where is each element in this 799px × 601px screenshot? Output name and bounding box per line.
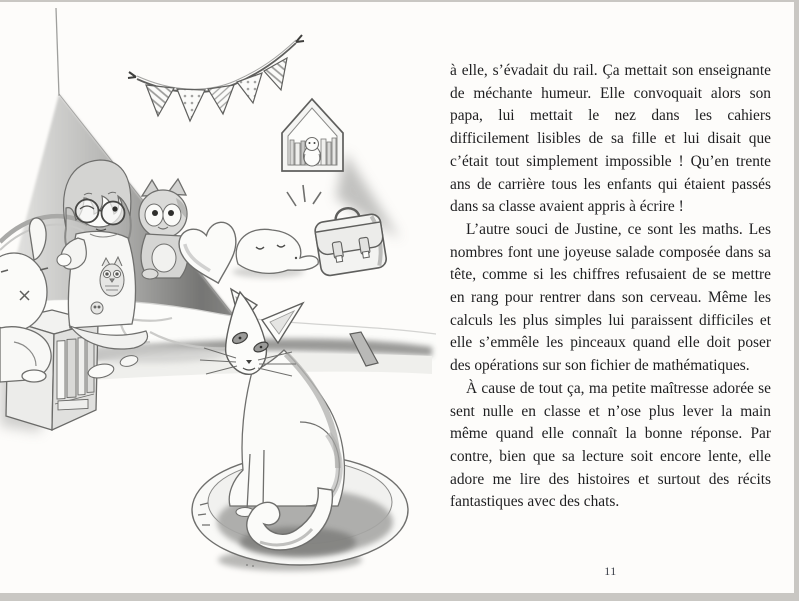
emphasis-rays <box>287 185 321 206</box>
floor-speck <box>246 564 248 566</box>
right-page-text <box>450 60 771 514</box>
page-number: 11 <box>604 564 617 578</box>
plush-cat <box>139 179 188 279</box>
flag-striped <box>146 85 174 116</box>
flag-dotted-small <box>237 73 262 103</box>
house-shelf <box>282 99 343 171</box>
page-paper <box>0 2 794 593</box>
flag-dotted <box>177 89 205 121</box>
bedroom-illustration-image <box>0 2 445 593</box>
flag-striped-fine <box>208 85 234 114</box>
paragraph-2: L’autre souci de Justine, ce sont les maths. Les nombres font une joyeuse salade composée dans sa tête, comme si les chiffres refusaient de se mettre en rang pour rentrer dans son cerveau. Même les calculs les plus simples lui paraissent difficiles et elle s’emmêle les pinceaux quand elle doit poser des opérations sur son fichier de mathématiques. <box>450 220 771 375</box>
left-page <box>0 2 445 593</box>
bunting-garland <box>128 35 304 121</box>
floor-speck <box>252 565 254 567</box>
sleeping-plush <box>232 229 318 278</box>
paragraph-1: à elle, s’évadait du rail. Ça mettait son enseignante de méchante humeur. Elle convoquait alors son papa, lui mettait le nez dans les cahiers difficilement lisibles de sa fille et lui disait que c’était tout simplement impossible ! Qu’en trente ans de carrière tous les enfants qui étaient passés dans sa classe avaient appris à écrire ! <box>450 62 771 216</box>
bird-figurine <box>304 138 321 167</box>
paragraph-3: À cause de tout ça, ma petite maîtresse adorée se sent nulle en classe et n’ose plus lever la main même quand elle connaît la bonne réponse. Par contre, bien que sa lecture soit encore lente, elle adore me lire des histoires et surtout des récits fantastiques avec des chats. <box>450 379 771 511</box>
